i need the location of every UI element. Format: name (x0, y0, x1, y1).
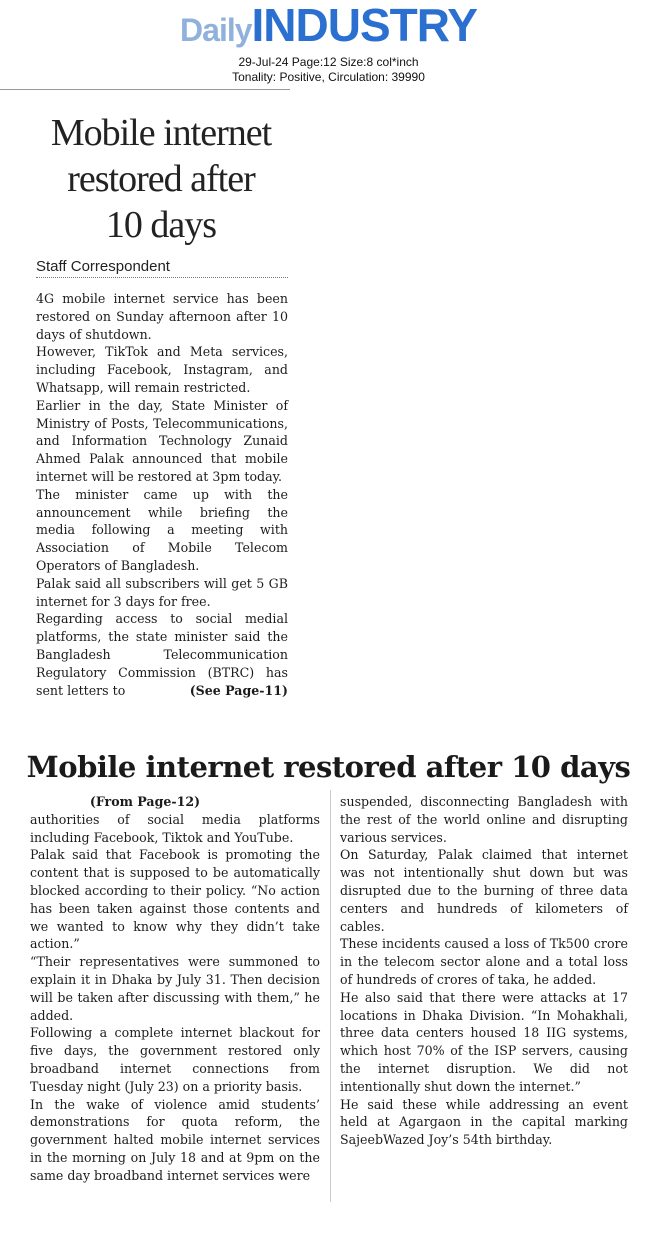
clipping-meta-tonality: Tonality: Positive, Circulation: 39990 (232, 70, 425, 84)
paragraph: Following a complete internet blackout for five days, the government restored only broadband internet connections from Tuesday night (July 23) on a priority basis. (30, 1025, 320, 1094)
see-page-reference: (See Page-11) (189, 682, 288, 698)
divider (0, 89, 290, 90)
column-divider (330, 790, 331, 1202)
from-page-reference: (From Page-12) (89, 794, 201, 809)
masthead-logo (0, 0, 657, 51)
paragraph: 4G mobile internet service has been restored on Sunday afternoon after 10 days of shutdown. (36, 291, 288, 342)
continuation-column-left (30, 793, 320, 1185)
article-body (36, 290, 288, 699)
headline-line: restored after (67, 158, 255, 200)
paragraph: On Saturday, Palak claimed that internet was not intentionally shut down but was disrupted due to the burning of three data centers and hundreds of kilometers of cables. (340, 847, 628, 934)
paragraph: Palak said that Facebook is promoting the content that is supposed to be automatically blocked according to their policy. “No action has been taken against those contents and we wanted to know why they didn’t take action.” (30, 847, 320, 952)
paragraph: However, TikTok and Meta services, including Facebook, Instagram, and Whatsapp, will remain restricted. (36, 344, 288, 395)
paragraph: These incidents caused a loss of Tk500 crore in the telecom sector alone and a total loss of hundreds of crores of taka, he added. (340, 936, 628, 987)
headline-line: Mobile internet (50, 112, 272, 154)
paragraph-last (36, 610, 288, 699)
paragraph-text: Regarding access to social medial platforms, the state minister said the Bangladesh Telecommunication Regulatory Commission (BTRC) has sent letters to (36, 611, 288, 698)
paragraph: He said these while addressing an event held at Agargaon in the capital marking SajeebWazed Joy’s 54th birthday. (340, 1096, 628, 1148)
masthead-industry: INDUSTRY (251, 0, 477, 51)
headline-line: 10 days (105, 204, 217, 246)
paragraph: authorities of social media platforms including Facebook, Tiktok and YouTube. (30, 811, 320, 845)
clipping-meta-date: 29-Jul-24 Page:12 Size:8 col*inch (238, 55, 419, 69)
byline: Staff Correspondent (36, 258, 288, 278)
paragraph: “Their representatives were summoned to explain it in Dhaka by July 31. Then decision will be taken after discussing with them,” he added. (30, 954, 320, 1023)
continuation-column-right (340, 793, 628, 1149)
paragraph: He also said that there were attacks at 17 locations in Dhaka Division. “In Mohakhali, three data centers housed 18 IIG systems, which host 70% of the ISP servers, causing the internet disruption. We did not intentionally shut down the internet.” (340, 989, 628, 1094)
paragraph: Earlier in the day, State Minister of Ministry of Posts, Telecommunications, and Information Technology Zunaid Ahmed Palak announced that mobile internet will be restored at 3pm today. (36, 397, 288, 484)
paragraph: suspended, disconnecting Bangladesh with the rest of the world online and disrupting various services. (340, 794, 628, 845)
paragraph: Palak said all subscribers will get 5 GB internet for 3 days for free. (36, 575, 288, 609)
paragraph: In the wake of violence amid students’ demonstrations for quota reform, the government halted mobile internet services in the morning on July 18 and at 9pm on the same day broadband internet services were (30, 1096, 320, 1183)
paragraph: The minister came up with the announcement while briefing the media following a meeting with Association of Mobile Telecom Operators of Bangladesh. (36, 486, 288, 573)
masthead-daily: Daily (180, 12, 252, 48)
article-headline (30, 110, 292, 248)
continuation-headline: Mobile internet restored after 10 days (26, 750, 631, 784)
